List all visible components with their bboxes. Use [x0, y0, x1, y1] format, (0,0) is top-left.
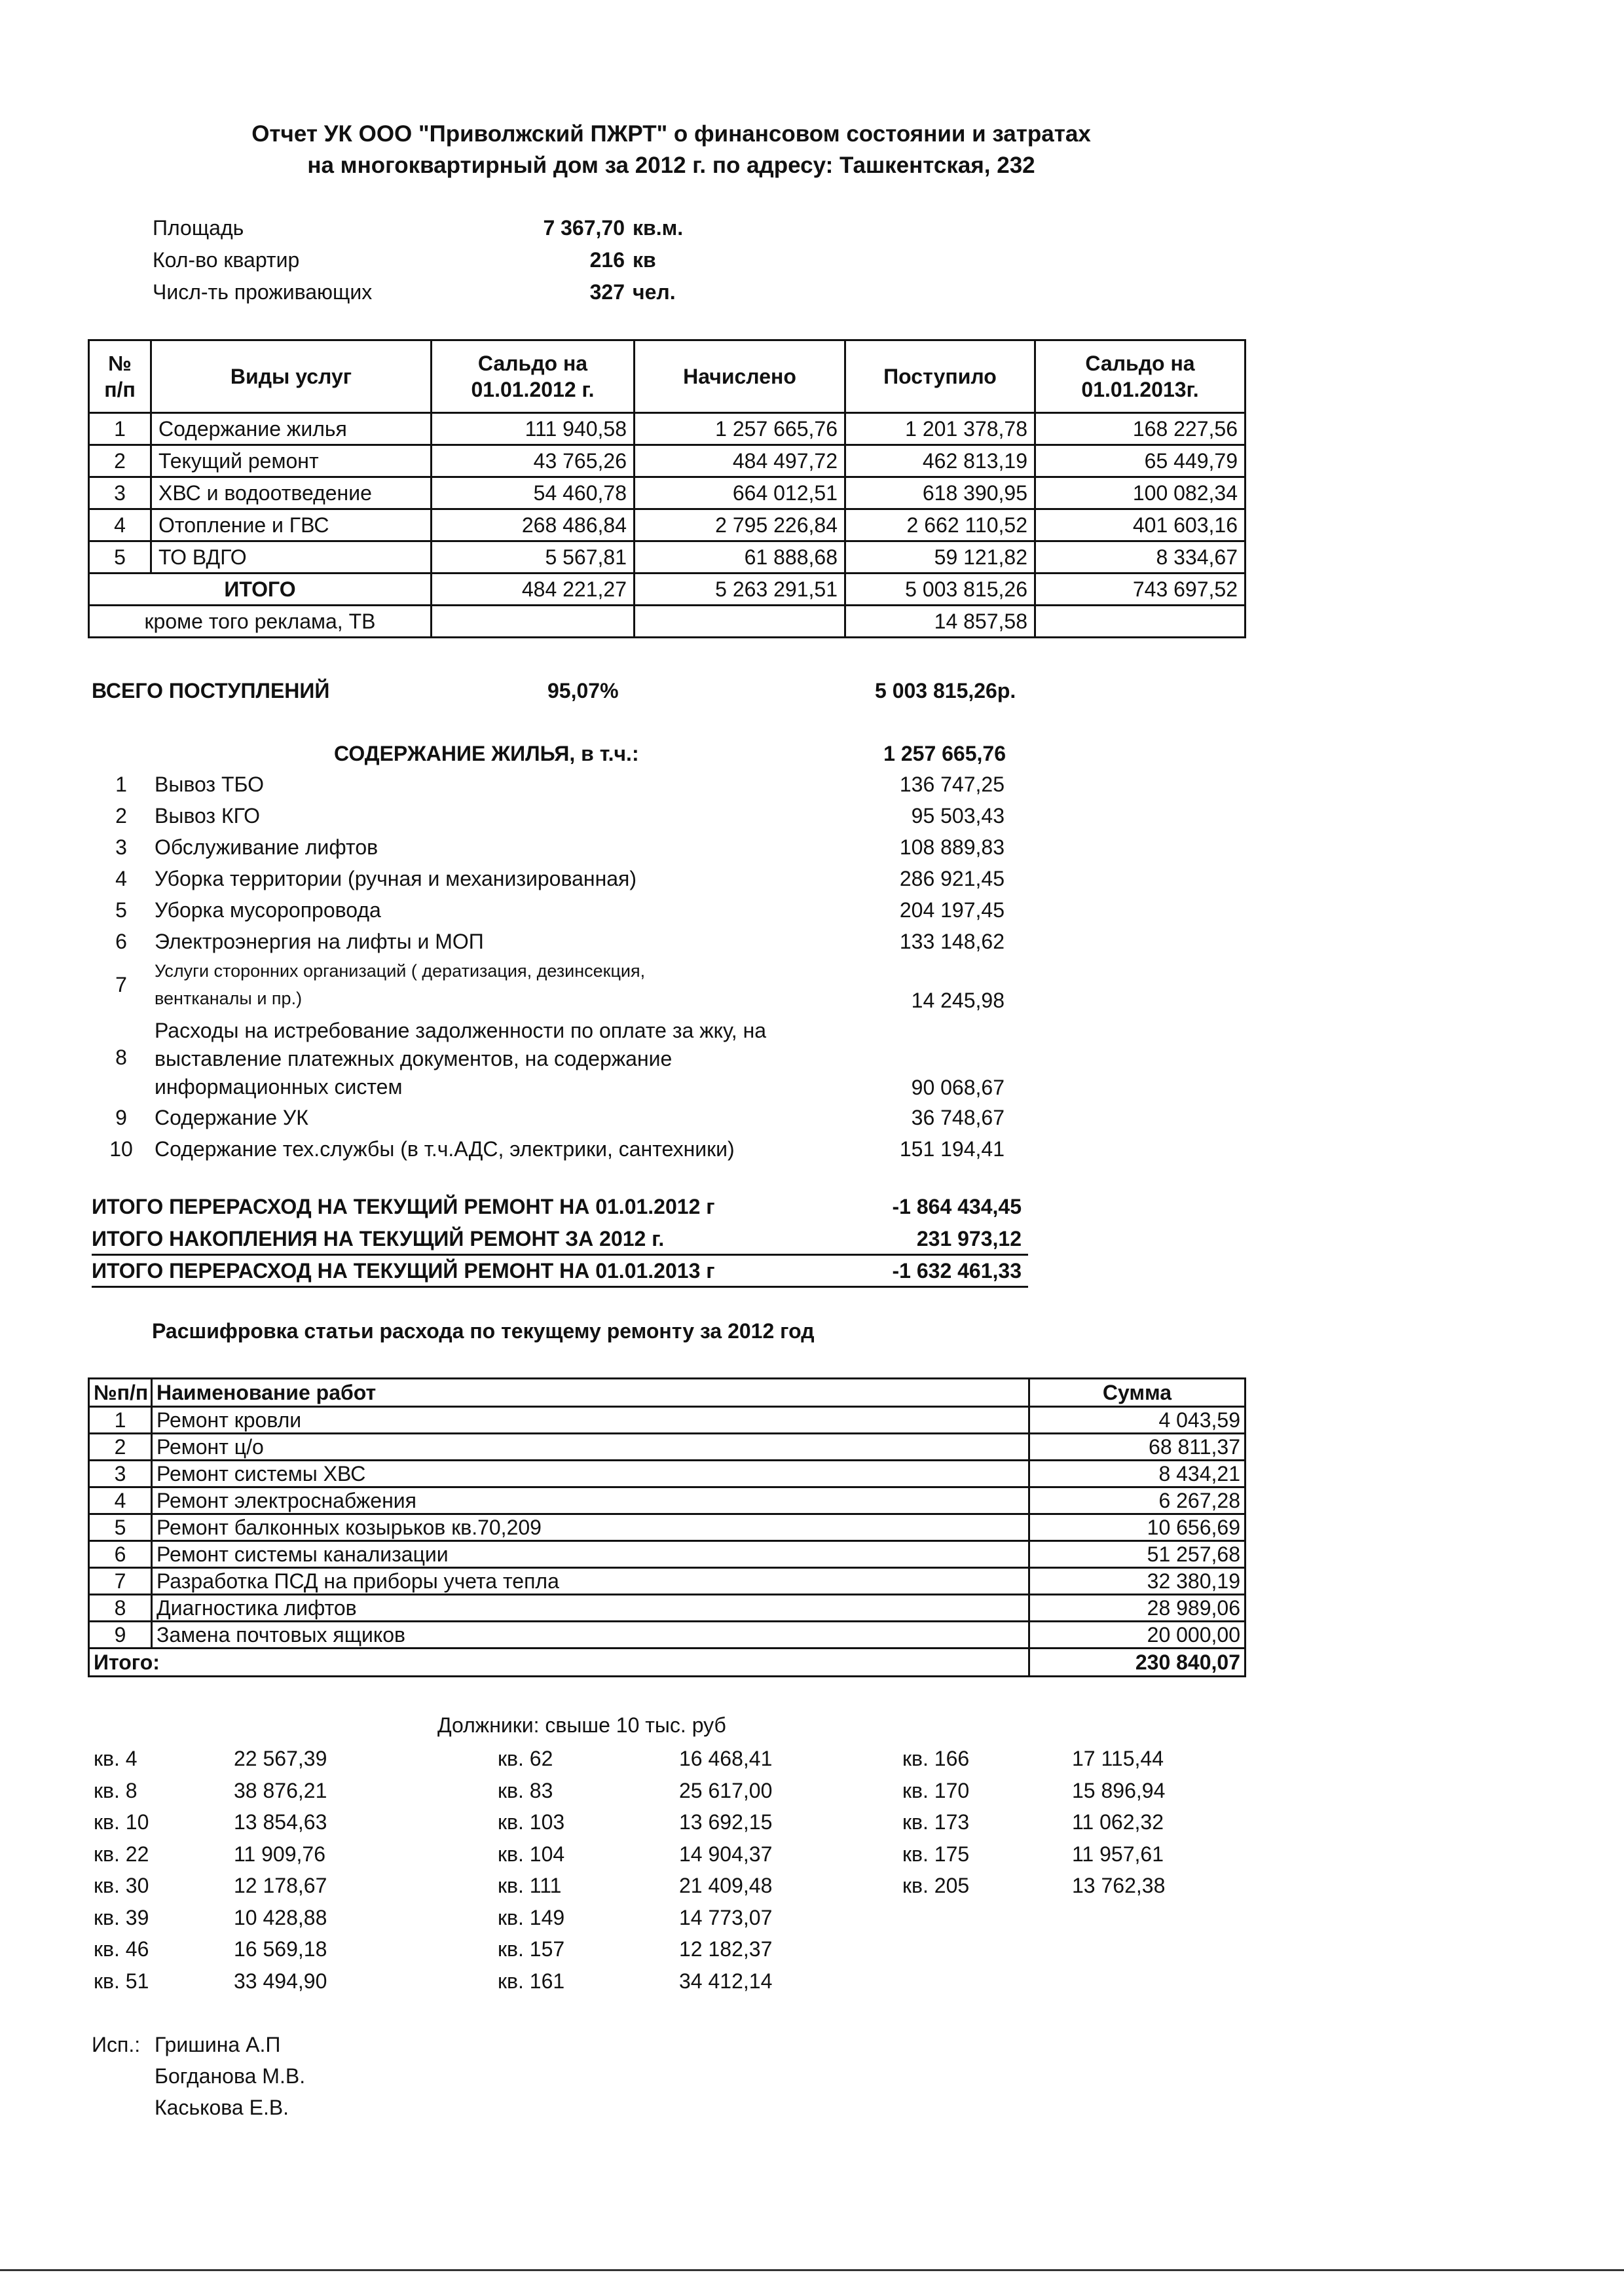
total-label: Итого:: [89, 1649, 1029, 1677]
info-label: Площадь: [153, 216, 244, 240]
item-text: Услуги сторонних организаций ( дератизация, дезинсекция,: [155, 961, 646, 981]
table-cell: 3: [89, 477, 151, 509]
debtor-amount: 33 494,90: [234, 1969, 327, 1993]
debtor-amount: 12 182,37: [679, 1937, 773, 1961]
summary-value: -1 632 461,33: [892, 1259, 1022, 1283]
info-value: 327: [589, 280, 625, 304]
debtor-apartment: кв. 83: [498, 1778, 553, 1802]
info-label: Кол-во квартир: [153, 248, 300, 272]
debtor-amount: 38 876,21: [234, 1778, 327, 1802]
debtor-apartment: кв. 103: [498, 1810, 565, 1834]
services-total-row: [89, 574, 1246, 606]
table-cell: 618 390,95: [845, 477, 1035, 509]
item-text: Обслуживание лифтов: [155, 835, 378, 859]
debtor-apartment: кв. 30: [94, 1874, 149, 1897]
debtor-amount: 11 957,61: [1072, 1842, 1164, 1866]
debtor-apartment: кв. 161: [498, 1969, 565, 1993]
table-cell: 1: [89, 413, 151, 445]
table-cell: 484 497,72: [635, 445, 845, 477]
table-cell: 8 434,21: [1029, 1461, 1246, 1487]
debtor-apartment: кв. 10: [94, 1810, 149, 1834]
table-cell: Текущий ремонт: [151, 445, 432, 477]
debtor-apartment: кв. 22: [94, 1842, 149, 1866]
total-cell: 5 003 815,26: [845, 574, 1035, 606]
item-value: 133 148,62: [899, 930, 1005, 953]
table-cell: 9: [89, 1622, 152, 1649]
table-cell: ХВС и водоотведение: [151, 477, 432, 509]
table-cell: Содержание жилья: [151, 413, 432, 445]
table-cell: 28 989,06: [1029, 1595, 1246, 1622]
table-cell: Отопление и ГВС: [151, 509, 432, 541]
table-row: [89, 541, 1246, 574]
receipts-label: ВСЕГО ПОСТУПЛЕНИЙ: [92, 679, 330, 702]
services-table: [88, 339, 1246, 638]
debtor-apartment: кв. 4: [94, 1747, 138, 1770]
table-cell: 111 940,58: [432, 413, 635, 445]
item-text: Электроэнергия на лифты и МОП: [155, 930, 484, 953]
total-cell: 230 840,07: [1029, 1649, 1246, 1677]
item-text: информационных систем: [155, 1075, 403, 1099]
summary-underline: [92, 1254, 1028, 1256]
table-cell: Ремонт балконных козырьков кв.70,209: [152, 1514, 1029, 1541]
table-cell: 32 380,19: [1029, 1568, 1246, 1595]
item-text: Вывоз КГО: [155, 804, 261, 828]
table-cell: 2: [89, 445, 151, 477]
debtor-apartment: кв. 46: [94, 1937, 149, 1961]
item-number: 2: [115, 804, 127, 828]
table-cell: 1: [89, 1407, 152, 1434]
summary-label: ИТОГО ПЕРЕРАСХОД НА ТЕКУЩИЙ РЕМОНТ НА 01.01.2013 г: [92, 1259, 715, 1283]
table-row: [89, 1514, 1246, 1541]
total-cell: 5 263 291,51: [635, 574, 845, 606]
item-number: 10: [109, 1137, 133, 1161]
item-value: 95 503,43: [911, 804, 1005, 828]
table-cell: 5 567,81: [432, 541, 635, 574]
item-text: Содержание УК: [155, 1106, 308, 1129]
debtor-amount: 16 468,41: [679, 1747, 773, 1770]
item-value: 90 068,67: [911, 1076, 1005, 1099]
repairs-header-row: [89, 1379, 1246, 1407]
table-row: [89, 413, 1246, 445]
column-header: Начислено: [635, 340, 845, 413]
receipts-percent: 95,07%: [547, 679, 619, 702]
table-cell: Ремонт системы канализации: [152, 1541, 1029, 1568]
table-cell: 20 000,00: [1029, 1622, 1246, 1649]
table-cell: Замена почтовых ящиков: [152, 1622, 1029, 1649]
debtor-apartment: кв. 170: [902, 1778, 970, 1802]
table-cell: 100 082,34: [1035, 477, 1246, 509]
info-value: 216: [589, 248, 625, 272]
debtor-amount: 16 569,18: [234, 1937, 327, 1961]
info-unit: чел.: [633, 280, 676, 304]
table-cell: 168 227,56: [1035, 413, 1246, 445]
receipts-amount: 5 003 815,26р.: [875, 679, 1016, 702]
debtor-apartment: кв. 173: [902, 1810, 970, 1834]
item-value: 204 197,45: [899, 898, 1005, 922]
table-cell: 65 449,79: [1035, 445, 1246, 477]
debtor-amount: 13 854,63: [234, 1810, 327, 1834]
table-cell: 2 662 110,52: [845, 509, 1035, 541]
debtor-apartment: кв. 111: [498, 1874, 562, 1897]
debtor-apartment: кв. 51: [94, 1969, 149, 1993]
table-cell: 1 201 378,78: [845, 413, 1035, 445]
item-text: Содержание тех.службы (в т.ч.АДС, электрики, сантехники): [155, 1137, 735, 1161]
info-value: 7 367,70: [543, 216, 625, 240]
debtor-apartment: кв. 166: [902, 1747, 970, 1770]
debtor-apartment: кв. 39: [94, 1905, 149, 1929]
debtor-amount: 25 617,00: [679, 1778, 773, 1802]
item-number: 7: [115, 973, 127, 996]
table-cell: 43 765,26: [432, 445, 635, 477]
table-cell: 68 811,37: [1029, 1434, 1246, 1461]
info-label: Числ-ть проживающих: [153, 280, 373, 304]
item-value: 36 748,67: [911, 1106, 1005, 1129]
empty-cell: [1035, 606, 1246, 638]
debtor-amount: 13 692,15: [679, 1810, 773, 1834]
debtor-amount: 12 178,67: [234, 1874, 327, 1897]
item-number: 1: [115, 773, 127, 796]
debtor-amount: 34 412,14: [679, 1969, 773, 1993]
item-text: Расходы на истребование задолженности по оплате за жку, на: [155, 1019, 767, 1042]
table-row: [89, 1595, 1246, 1622]
report-title-line2: на многоквартирный дом за 2012 г. по адресу: Ташкентская, 232: [307, 153, 1035, 178]
item-text: выставление платежных документов, на содержание: [155, 1047, 673, 1070]
debtor-amount: 11 909,76: [234, 1842, 325, 1866]
debtor-amount: 11 062,32: [1072, 1810, 1164, 1834]
maintenance-heading: СОДЕРЖАНИЕ ЖИЛЬЯ, в т.ч.:: [334, 742, 639, 765]
table-cell: Ремонт кровли: [152, 1407, 1029, 1434]
item-value: 14 245,98: [911, 989, 1005, 1012]
executor-name: Богданова М.В.: [155, 2064, 306, 2088]
debtor-amount: 14 904,37: [679, 1842, 773, 1866]
debtor-apartment: кв. 175: [902, 1842, 970, 1866]
table-row: [89, 1541, 1246, 1568]
table-row: [89, 1568, 1246, 1595]
repairs-total-row: [89, 1649, 1246, 1677]
table-row: [89, 1434, 1246, 1461]
item-text: Уборка мусоропровода: [155, 898, 381, 922]
table-cell: 5: [89, 541, 151, 574]
executor-name: Гришина А.П: [155, 2033, 281, 2056]
debtor-amount: 22 567,39: [234, 1747, 327, 1770]
debtor-amount: 10 428,88: [234, 1905, 327, 1929]
item-text: вентканалы и пр.): [155, 989, 303, 1008]
item-value: 286 921,45: [899, 867, 1005, 890]
debtor-apartment: кв. 149: [498, 1905, 565, 1929]
debtor-amount: 21 409,48: [679, 1874, 773, 1897]
table-cell: 4: [89, 1487, 152, 1514]
executors-label: Исп.:: [92, 2033, 141, 2056]
debtor-amount: 17 115,44: [1072, 1747, 1164, 1770]
column-header: Поступило: [845, 340, 1035, 413]
table-cell: Диагностика лифтов: [152, 1595, 1029, 1622]
debtor-apartment: кв. 104: [498, 1842, 565, 1866]
column-header: № п/п: [89, 340, 151, 413]
summary-label: ИТОГО НАКОПЛЕНИЯ НА ТЕКУЩИЙ РЕМОНТ ЗА 2012 г.: [92, 1227, 665, 1250]
table-row: [89, 1461, 1246, 1487]
report-title-line1: Отчет УК ООО "Приволжский ПЖРТ" о финансовом состоянии и затратах: [251, 121, 1091, 147]
maintenance-total: 1 257 665,76: [883, 742, 1006, 765]
repairs-table: [88, 1377, 1246, 1677]
table-cell: 3: [89, 1461, 152, 1487]
item-text: Уборка территории (ручная и механизированная): [155, 867, 637, 890]
item-number: 5: [115, 898, 127, 922]
table-cell: 7: [89, 1568, 152, 1595]
table-cell: 10 656,69: [1029, 1514, 1246, 1541]
table-row: [89, 477, 1246, 509]
table-cell: 8: [89, 1595, 152, 1622]
debtor-apartment: кв. 157: [498, 1937, 565, 1961]
table-cell: 268 486,84: [432, 509, 635, 541]
column-header: Сальдо на 01.01.2013г.: [1035, 340, 1246, 413]
table-cell: 401 603,16: [1035, 509, 1246, 541]
item-number: 3: [115, 835, 127, 859]
item-value: 151 194,41: [899, 1137, 1005, 1161]
table-cell: 8 334,67: [1035, 541, 1246, 574]
repairs-heading: Расшифровка статьи расхода по текущему ремонту за 2012 год: [152, 1319, 815, 1343]
total-cell: 743 697,52: [1035, 574, 1246, 606]
table-cell: 54 460,78: [432, 477, 635, 509]
table-cell: 51 257,68: [1029, 1541, 1246, 1568]
extra-value: 14 857,58: [845, 606, 1035, 638]
table-cell: 2 795 226,84: [635, 509, 845, 541]
item-number: 8: [115, 1046, 127, 1069]
column-header: Сумма: [1029, 1379, 1246, 1407]
table-row: [89, 1622, 1246, 1649]
table-cell: 61 888,68: [635, 541, 845, 574]
item-value: 136 747,25: [899, 773, 1005, 796]
table-cell: Ремонт ц/о: [152, 1434, 1029, 1461]
table-cell: 5: [89, 1514, 152, 1541]
summary-label: ИТОГО ПЕРЕРАСХОД НА ТЕКУЩИЙ РЕМОНТ НА 01.01.2012 г: [92, 1195, 715, 1218]
table-cell: ТО ВДГО: [151, 541, 432, 574]
empty-cell: [635, 606, 845, 638]
table-cell: 6 267,28: [1029, 1487, 1246, 1514]
table-cell: Ремонт электроснабжения: [152, 1487, 1029, 1514]
table-row: [89, 1407, 1246, 1434]
executor-name: Каськова Е.В.: [155, 2096, 289, 2119]
item-number: 4: [115, 867, 127, 890]
table-row: [89, 445, 1246, 477]
debtor-apartment: кв. 205: [902, 1874, 970, 1897]
table-cell: 664 012,51: [635, 477, 845, 509]
empty-cell: [432, 606, 635, 638]
column-header: Наименование работ: [152, 1379, 1029, 1407]
table-cell: 4: [89, 509, 151, 541]
table-cell: Разработка ПСД на приборы учета тепла: [152, 1568, 1029, 1595]
debtor-amount: 13 762,38: [1072, 1874, 1166, 1897]
table-cell: 2: [89, 1434, 152, 1461]
table-row: [89, 1487, 1246, 1514]
table-cell: Ремонт системы ХВС: [152, 1461, 1029, 1487]
table-cell: 4 043,59: [1029, 1407, 1246, 1434]
item-value: 108 889,83: [899, 835, 1005, 859]
total-label: ИТОГО: [89, 574, 432, 606]
services-header-row: [89, 340, 1246, 413]
summary-value: -1 864 434,45: [892, 1195, 1022, 1218]
debtor-apartment: кв. 8: [94, 1778, 138, 1802]
debtor-amount: 15 896,94: [1072, 1778, 1166, 1802]
column-header: №п/п: [89, 1379, 152, 1407]
total-cell: 484 221,27: [432, 574, 635, 606]
column-header: Сальдо на 01.01.2012 г.: [432, 340, 635, 413]
item-text: Вывоз ТБО: [155, 773, 265, 796]
scan-edge-line: [0, 2269, 1624, 2271]
debtor-amount: 14 773,07: [679, 1905, 773, 1929]
info-unit: кв: [633, 248, 656, 272]
table-row: [89, 509, 1246, 541]
info-unit: кв.м.: [633, 216, 684, 240]
item-number: 9: [115, 1106, 127, 1129]
table-cell: 59 121,82: [845, 541, 1035, 574]
table-cell: 1 257 665,76: [635, 413, 845, 445]
table-cell: 6: [89, 1541, 152, 1568]
item-number: 6: [115, 930, 127, 953]
summary-value: 231 973,12: [916, 1227, 1022, 1250]
table-cell: 462 813,19: [845, 445, 1035, 477]
summary-underline: [92, 1286, 1028, 1288]
extra-label: кроме того реклама, ТВ: [89, 606, 432, 638]
services-extra-row: [89, 606, 1246, 638]
debtors-heading: Должники: свыше 10 тыс. руб: [437, 1713, 726, 1737]
debtor-apartment: кв. 62: [498, 1747, 553, 1770]
column-header: Виды услуг: [151, 340, 432, 413]
